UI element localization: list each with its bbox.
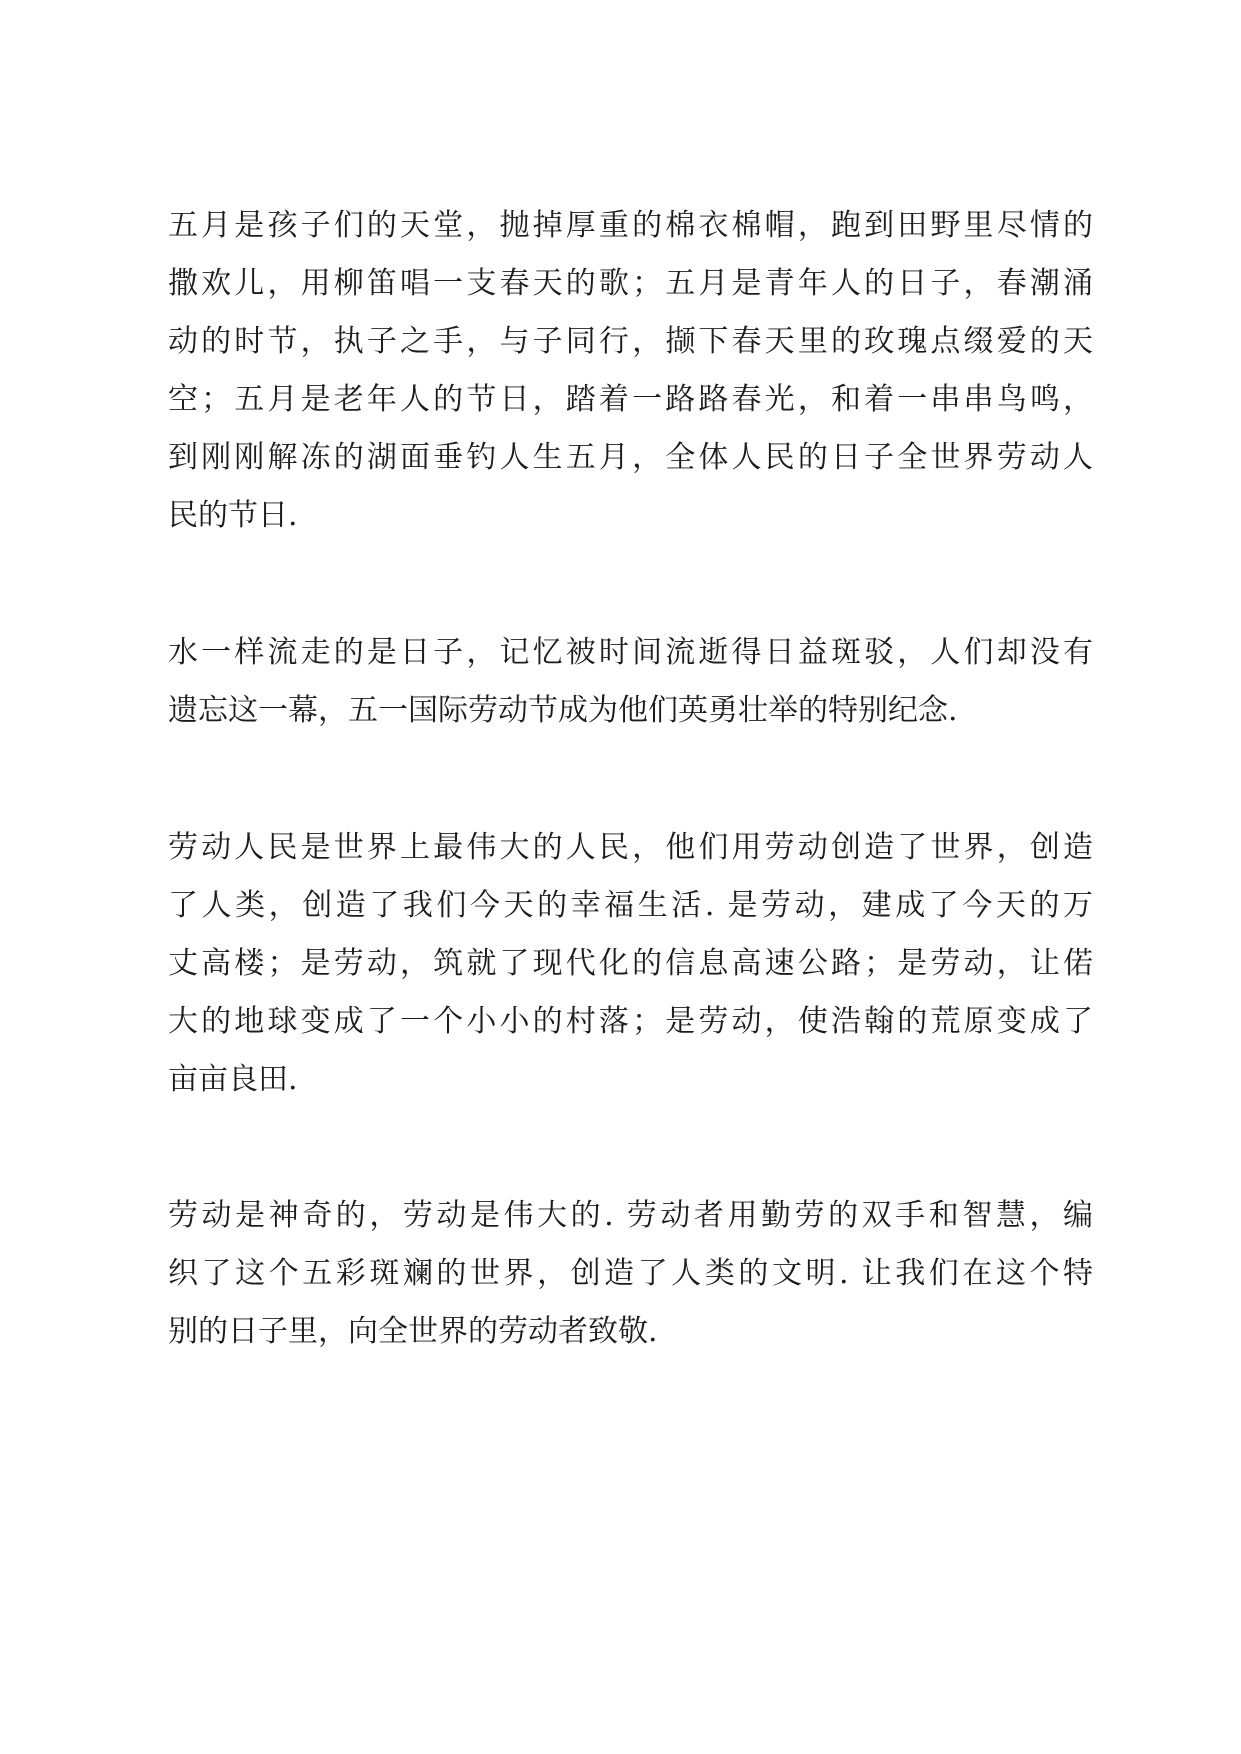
paragraph-line: 遗忘这一幕，五一国际劳动节成为他们英勇壮举的特别纪念.: [168, 693, 958, 728]
paragraph-line: 丈高楼；是劳动，筑就了现代化的信息高速公路；是劳动，让偌: [168, 946, 1093, 981]
paragraph-line: 动的时节，执子之手，与子同行，撷下春天里的玫瑰点缀爱的天: [168, 324, 1093, 359]
paragraph-line: 水一样流走的是日子，记忆被时间流逝得日益斑驳，人们却没有: [168, 635, 1093, 670]
paragraph-line: 民的节日.: [168, 498, 298, 533]
paragraph-line: 劳动是神奇的，劳动是伟大的. 劳动者用勤劳的双手和智慧，编: [168, 1198, 1093, 1233]
paragraph-line: 到刚刚解冻的湖面垂钓人生五月，全体人民的日子全世界劳动人: [168, 440, 1093, 475]
paragraph-line: 亩亩良田.: [168, 1062, 298, 1097]
paragraph-line: 了人类，创造了我们今天的幸福生活. 是劳动，建成了今天的万: [168, 888, 1093, 923]
paragraph-line: 撒欢儿，用柳笛唱一支春天的歌；五月是青年人的日子，春潮涌: [168, 266, 1093, 301]
paragraph-line: 空；五月是老年人的节日，踏着一路路春光，和着一串串鸟鸣，: [168, 382, 1093, 417]
paragraph-line: 大的地球变成了一个小小的村落；是劳动，使浩翰的荒原变成了: [168, 1004, 1093, 1039]
paragraph-line: 别的日子里，向全世界的劳动者致敬.: [168, 1314, 658, 1349]
paragraph-line: 劳动人民是世界上最伟大的人民，他们用劳动创造了世界，创造: [168, 830, 1093, 865]
paragraph-line: 织了这个五彩斑斓的世界，创造了人类的文明. 让我们在这个特: [168, 1256, 1093, 1291]
paragraph-line: 五月是孩子们的天堂，抛掉厚重的棉衣棉帽，跑到田野里尽情的: [168, 208, 1093, 243]
